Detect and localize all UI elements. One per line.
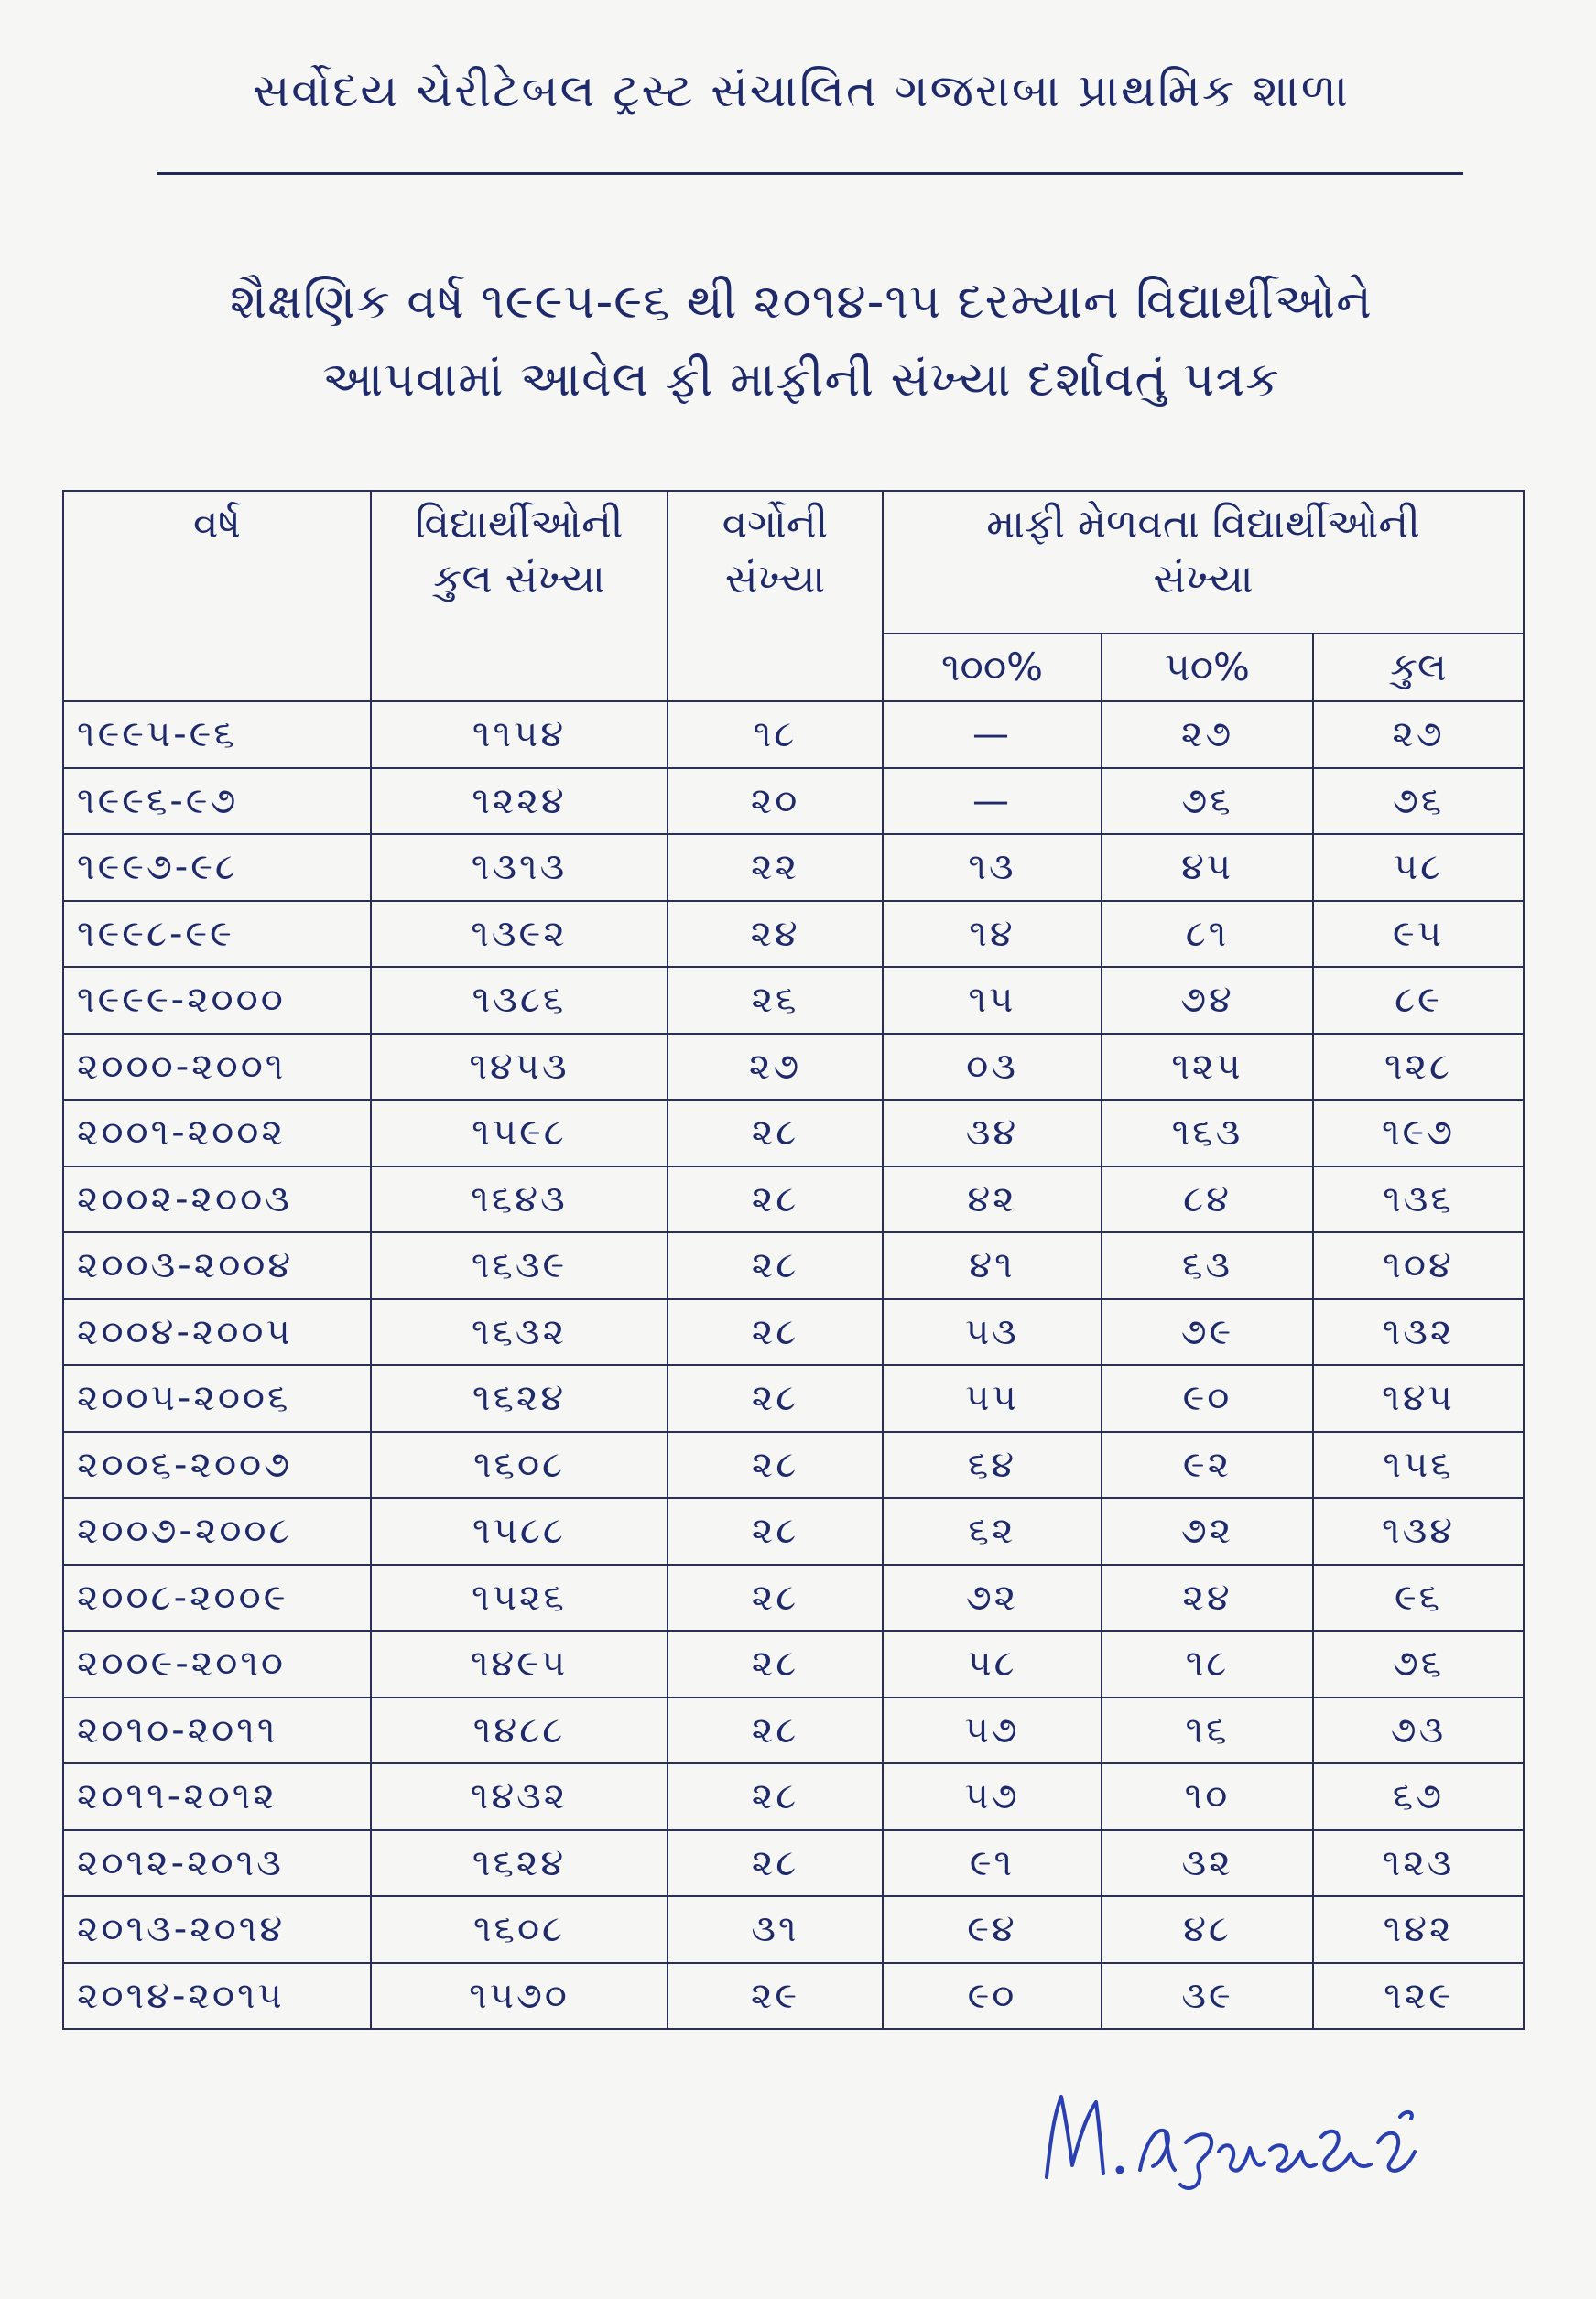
- table-row: [63, 1498, 1524, 1565]
- cell-year: ૨૦૦૪-૨૦૦૫: [63, 1299, 371, 1366]
- cell-classes: ૨૮: [668, 1830, 883, 1897]
- cell-half-exemption: ૯૨: [1102, 1432, 1313, 1499]
- table-row: [63, 834, 1524, 901]
- cell-exempt-total: ૭૬: [1313, 1631, 1524, 1697]
- cell-half-exemption: ૪૮: [1102, 1896, 1313, 1963]
- signature: [1030, 2078, 1470, 2197]
- table-body: [63, 701, 1524, 2029]
- cell-exempt-total: ૯૫: [1313, 901, 1524, 968]
- cell-half-exemption: ૧૮: [1102, 1631, 1313, 1697]
- cell-year: ૨૦૦૮-૨૦૦૯: [63, 1565, 371, 1632]
- cell-half-exemption: ૬૩: [1102, 1232, 1313, 1299]
- cell-exempt-total: ૧૨૯: [1313, 1963, 1524, 2030]
- header-exempt-students: [883, 491, 1524, 634]
- cell-total-students: ૧૩૮૬: [371, 967, 668, 1034]
- cell-exempt-total: ૧૪૫: [1313, 1365, 1524, 1432]
- cell-year: ૧૯૯૫-૯૬: [63, 701, 371, 768]
- cell-total-students: ૧૬૦૮: [371, 1432, 668, 1499]
- cell-half-exemption: ૧૬: [1102, 1697, 1313, 1764]
- cell-full-exemption: ૧૪: [883, 901, 1102, 968]
- header-exempt-line2: સંખ્યા: [1153, 556, 1254, 602]
- cell-total-students: ૧૬૨૪: [371, 1830, 668, 1897]
- table-row: [63, 1100, 1524, 1166]
- cell-half-exemption: ૭૯: [1102, 1299, 1313, 1366]
- cell-year: ૨૦૦૩-૨૦૦૪: [63, 1232, 371, 1299]
- cell-exempt-total: ૧૨૩: [1313, 1830, 1524, 1897]
- table-row: [63, 1565, 1524, 1632]
- school-name: સર્વોદય ચેરીટેબલ ટ્રસ્ટ સંચાલિત ગજરાબા પ્રાથમિક શાળા: [252, 64, 1351, 117]
- cell-full-exemption: ૭૨: [883, 1565, 1102, 1632]
- cell-total-students: ૧૫૨૬: [371, 1565, 668, 1632]
- cell-year: ૧૯૯૭-૯૮: [63, 834, 371, 901]
- cell-classes: ૨૮: [668, 1432, 883, 1499]
- cell-year: ૨૦૦૦-૨૦૦૧: [63, 1034, 371, 1101]
- table-row: [63, 1763, 1524, 1830]
- table-row: [63, 701, 1524, 768]
- table-row: [63, 1830, 1524, 1897]
- fee-exemption-table: [62, 490, 1525, 2030]
- cell-exempt-total: ૧૩૨: [1313, 1299, 1524, 1366]
- cell-full-exemption: ૦૩: [883, 1034, 1102, 1101]
- header-total-students: [371, 491, 668, 701]
- cell-classes: ૧૮: [668, 701, 883, 768]
- table-row: [63, 1232, 1524, 1299]
- cell-classes: ૨૬: [668, 967, 883, 1034]
- table-row: [63, 1166, 1524, 1233]
- table-row: [63, 1963, 1524, 2030]
- cell-exempt-total: ૧૯૭: [1313, 1100, 1524, 1166]
- cell-total-students: ૧૬૩૯: [371, 1232, 668, 1299]
- cell-total-students: ૧૬૨૪: [371, 1365, 668, 1432]
- cell-year: ૨૦૧૦-૨૦૧૧: [63, 1697, 371, 1764]
- cell-full-exemption: ૬૨: [883, 1498, 1102, 1565]
- header-full-exemption: ૧૦૦%: [883, 634, 1102, 701]
- cell-half-exemption: ૩૯: [1102, 1963, 1313, 2030]
- cell-classes: ૨૮: [668, 1565, 883, 1632]
- cell-full-exemption: ૯૦: [883, 1963, 1102, 2030]
- cell-year: ૨૦૧૨-૨૦૧૩: [63, 1830, 371, 1897]
- header-total-students-line1: વિદ્યાર્થીઓની: [415, 501, 624, 548]
- cell-half-exemption: ૨૭: [1102, 701, 1313, 768]
- cell-year: ૨૦૦૯-૨૦૧૦: [63, 1631, 371, 1697]
- table-row: [63, 1034, 1524, 1101]
- cell-full-exemption: ૫૩: [883, 1299, 1102, 1366]
- cell-full-exemption: ૫૮: [883, 1631, 1102, 1697]
- cell-full-exemption: ૫૭: [883, 1763, 1102, 1830]
- cell-total-students: ૧૪૯૫: [371, 1631, 668, 1697]
- cell-exempt-total: ૧૨૮: [1313, 1034, 1524, 1101]
- cell-exempt-total: ૫૮: [1313, 834, 1524, 901]
- table-row: [63, 768, 1524, 835]
- cell-exempt-total: ૮૯: [1313, 967, 1524, 1034]
- cell-full-exemption: ૫૭: [883, 1697, 1102, 1764]
- cell-year: ૨૦૧૧-૨૦૧૨: [63, 1763, 371, 1830]
- cell-year: ૨૦૦૨-૨૦૦૩: [63, 1166, 371, 1233]
- cell-half-exemption: ૭૨: [1102, 1498, 1313, 1565]
- cell-full-exemption: ૩૪: [883, 1100, 1102, 1166]
- cell-total-students: ૧૫૯૮: [371, 1100, 668, 1166]
- cell-classes: ૨૮: [668, 1697, 883, 1764]
- cell-classes: ૨૮: [668, 1631, 883, 1697]
- header-classes-line2: સંખ્યા: [724, 556, 826, 602]
- header-half-exemption: ૫૦%: [1102, 634, 1313, 701]
- cell-total-students: ૧૪૩૨: [371, 1763, 668, 1830]
- cell-year: ૨૦૧૪-૨૦૧૫: [63, 1963, 371, 2030]
- cell-year: ૨૦૦૬-૨૦૦૭: [63, 1432, 371, 1499]
- cell-year: ૨૦૧૩-૨૦૧૪: [63, 1896, 371, 1963]
- cell-full-exemption: —: [883, 701, 1102, 768]
- cell-total-students: ૧૬૩૨: [371, 1299, 668, 1366]
- cell-total-students: ૧૪૫૩: [371, 1034, 668, 1101]
- cell-total-students: ૧૬૪૩: [371, 1166, 668, 1233]
- cell-classes: ૨૮: [668, 1166, 883, 1233]
- cell-half-exemption: ૨૪: [1102, 1565, 1313, 1632]
- header-year: [63, 491, 371, 701]
- cell-classes: ૨૭: [668, 1034, 883, 1101]
- cell-half-exemption: ૯૦: [1102, 1365, 1313, 1432]
- header-exempt-total: કુલ: [1313, 634, 1524, 701]
- cell-exempt-total: ૧૦૪: [1313, 1232, 1524, 1299]
- cell-classes: ૨૮: [668, 1232, 883, 1299]
- cell-full-exemption: ૫૫: [883, 1365, 1102, 1432]
- header-divider: [157, 172, 1463, 175]
- table-row: [63, 1697, 1524, 1764]
- cell-half-exemption: ૧૨૫: [1102, 1034, 1313, 1101]
- cell-half-exemption: ૩૨: [1102, 1830, 1313, 1897]
- cell-half-exemption: ૮૧: [1102, 901, 1313, 968]
- cell-full-exemption: ૧૫: [883, 967, 1102, 1034]
- table-row: [63, 1432, 1524, 1499]
- header-exempt-line1: માફી મેળવતા વિદ્યાર્થીઓની: [986, 501, 1420, 548]
- cell-total-students: ૧૩૯૨: [371, 901, 668, 968]
- header-total-students-line2: કુલ સંખ્યા: [433, 556, 605, 602]
- document-title-line1: શૈક્ષણિક વર્ષ ૧૯૯૫-૯૬ થી ૨૦૧૪-૧૫ દરમ્યાન વિદ્યાર્થીઓને: [230, 275, 1373, 330]
- cell-exempt-total: ૧૪૨: [1313, 1896, 1524, 1963]
- cell-year: ૧૯૯૯-૨૦૦૦: [63, 967, 371, 1034]
- cell-full-exemption: —: [883, 768, 1102, 835]
- header-classes: [668, 491, 883, 701]
- cell-classes: ૨૮: [668, 1100, 883, 1166]
- cell-half-exemption: ૧૦: [1102, 1763, 1313, 1830]
- cell-exempt-total: ૧૫૬: [1313, 1432, 1524, 1499]
- cell-exempt-total: ૧૩૪: [1313, 1498, 1524, 1565]
- cell-exempt-total: ૭૬: [1313, 768, 1524, 835]
- cell-exempt-total: ૭૩: [1313, 1697, 1524, 1764]
- cell-exempt-total: ૬૭: [1313, 1763, 1524, 1830]
- cell-half-exemption: ૭૪: [1102, 967, 1313, 1034]
- header-classes-line1: વર્ગોની: [722, 501, 829, 548]
- header-year-label: વર્ષ: [192, 501, 241, 548]
- cell-classes: ૨૮: [668, 1763, 883, 1830]
- cell-classes: ૩૧: [668, 1896, 883, 1963]
- cell-half-exemption: ૮૪: [1102, 1166, 1313, 1233]
- cell-exempt-total: ૨૭: [1313, 701, 1524, 768]
- table-row: [63, 1365, 1524, 1432]
- cell-total-students: ૧૪૮૮: [371, 1697, 668, 1764]
- cell-full-exemption: ૪૨: [883, 1166, 1102, 1233]
- cell-half-exemption: ૧૬૩: [1102, 1100, 1313, 1166]
- cell-total-students: ૧૩૧૩: [371, 834, 668, 901]
- cell-exempt-total: ૯૬: [1313, 1565, 1524, 1632]
- cell-classes: ૨૯: [668, 1963, 883, 2030]
- cell-total-students: ૧૫૭૦: [371, 1963, 668, 2030]
- cell-classes: ૨૨: [668, 834, 883, 901]
- cell-full-exemption: ૯૧: [883, 1830, 1102, 1897]
- table-row: [63, 901, 1524, 968]
- cell-year: ૨૦૦૭-૨૦૦૮: [63, 1498, 371, 1565]
- cell-year: ૨૦૦૧-૨૦૦૨: [63, 1100, 371, 1166]
- table-row: [63, 967, 1524, 1034]
- document-title-line2: આપવામાં આવેલ ફી માફીની સંખ્યા દર્શાવતું પત્રક: [322, 352, 1280, 407]
- cell-year: ૧૯૯૮-૯૯: [63, 901, 371, 968]
- table-row: [63, 1299, 1524, 1366]
- table-row: [63, 1631, 1524, 1697]
- cell-half-exemption: ૪૫: [1102, 834, 1313, 901]
- cell-classes: ૨૮: [668, 1299, 883, 1366]
- cell-total-students: ૧૬૦૮: [371, 1896, 668, 1963]
- cell-total-students: ૧૧૫૪: [371, 701, 668, 768]
- cell-exempt-total: ૧૩૬: [1313, 1166, 1524, 1233]
- cell-full-exemption: ૪૧: [883, 1232, 1102, 1299]
- cell-classes: ૨૦: [668, 768, 883, 835]
- cell-full-exemption: ૬૪: [883, 1432, 1102, 1499]
- cell-classes: ૨૮: [668, 1365, 883, 1432]
- cell-half-exemption: ૭૬: [1102, 768, 1313, 835]
- cell-classes: ૨૮: [668, 1498, 883, 1565]
- cell-full-exemption: ૧૩: [883, 834, 1102, 901]
- cell-full-exemption: ૯૪: [883, 1896, 1102, 1963]
- table-row: [63, 1896, 1524, 1963]
- cell-year: ૧૯૯૬-૯૭: [63, 768, 371, 835]
- cell-total-students: ૧૫૮૮: [371, 1498, 668, 1565]
- cell-total-students: ૧૨૨૪: [371, 768, 668, 835]
- cell-classes: ૨૪: [668, 901, 883, 968]
- cell-year: ૨૦૦૫-૨૦૦૬: [63, 1365, 371, 1432]
